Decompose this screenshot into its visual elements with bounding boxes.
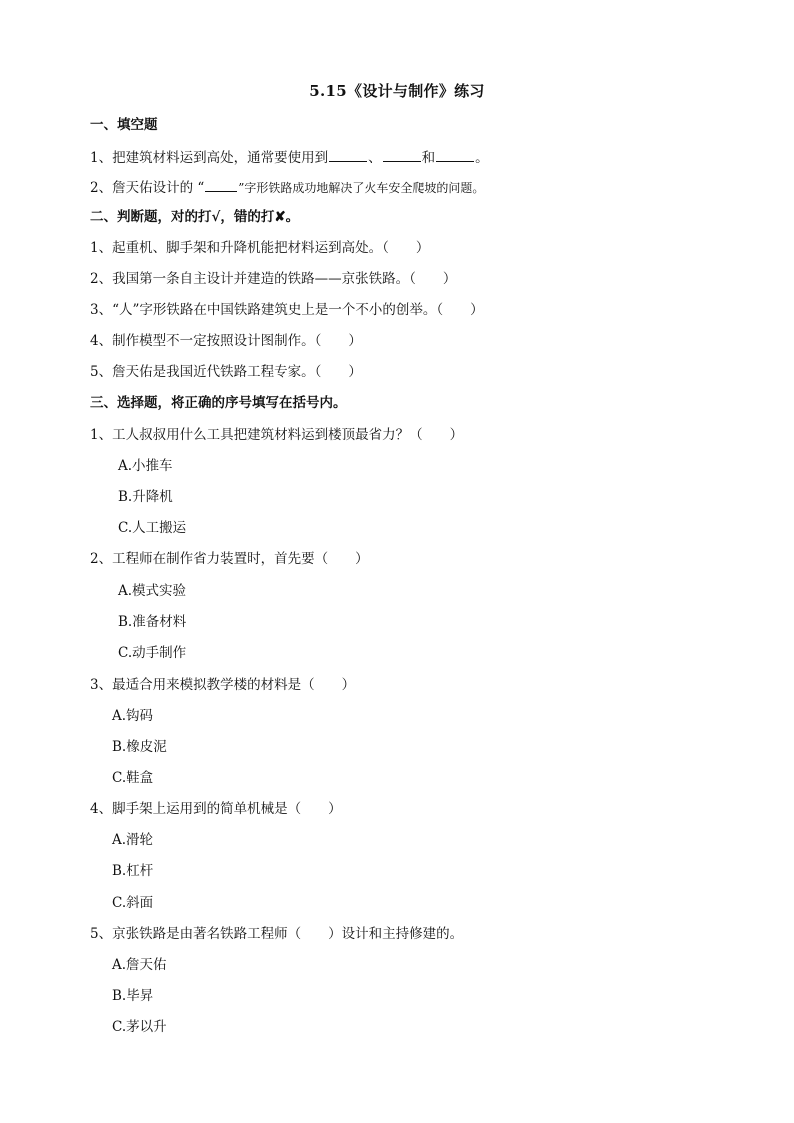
choice-option: C.人工搬运 xyxy=(118,520,187,536)
choice-option: C.斜面 xyxy=(112,895,154,911)
fill-question-1 xyxy=(90,147,489,167)
choice-question: 5、京张铁路是由著名铁路工程师（ ）设计和主持修建的。 xyxy=(90,926,464,942)
answer-blank-2[interactable] xyxy=(383,147,421,162)
choice-option: B.准备材料 xyxy=(118,614,187,630)
choice-question: 4、脚手架上运用到的简单机械是（ ） xyxy=(90,801,342,817)
choice-option: B.杠杆 xyxy=(112,863,154,879)
fill-question-2 xyxy=(90,177,484,197)
choice-option: C.茅以升 xyxy=(112,1019,167,1035)
choice-question: 2、工程师在制作省力装置时，首先要（ ） xyxy=(90,551,369,567)
choice-option: C.动手制作 xyxy=(118,645,187,661)
answer-blank-3[interactable] xyxy=(436,147,474,162)
choice-option: A.滑轮 xyxy=(112,832,154,848)
choice-option: B.橡皮泥 xyxy=(112,739,167,755)
answer-blank-4[interactable] xyxy=(205,177,237,192)
judge-item: 5、詹天佑是我国近代铁路工程专家。（ ） xyxy=(90,364,362,380)
fill-question-1-prefix: 1、把建筑材料运到高处，通常要使用到 xyxy=(90,150,329,166)
page-title: 5.15《设计与制作》练习 xyxy=(309,82,485,100)
judge-item: 1、起重机、脚手架和升降机能把材料运到高处。（ ） xyxy=(90,240,430,256)
choice-question: 1、工人叔叔用什么工具把建筑材料运到楼顶最省力？（ ） xyxy=(90,427,464,443)
choice-option: A.模式实验 xyxy=(118,583,187,599)
fill-question-1-sep1: 、 xyxy=(368,150,382,166)
choice-option: A.钩码 xyxy=(112,708,154,724)
choice-question: 3、最适合用来模拟教学楼的材料是（ ） xyxy=(90,677,356,693)
fill-question-2-suffix: ”字形铁路成功地解决了火车安全爬坡的问题。 xyxy=(238,181,485,195)
fill-question-1-suffix: 。 xyxy=(475,150,489,166)
choice-option: A.小推车 xyxy=(118,458,173,474)
section1-heading: 一、填空题 xyxy=(90,117,158,133)
answer-blank-1[interactable] xyxy=(329,147,367,162)
fill-question-1-sep2: 和 xyxy=(421,150,436,166)
choice-option: C.鞋盒 xyxy=(112,770,154,786)
choice-option: B.毕昇 xyxy=(112,988,154,1004)
judge-item: 4、制作模型不一定按照设计图制作。（ ） xyxy=(90,333,362,349)
section2-heading: 二、判断题，对的打√，错的打✘。 xyxy=(90,209,300,225)
choice-option: A.詹天佑 xyxy=(112,957,167,973)
judge-item: 3、“人”字形铁路在中国铁路建筑史上是一个不小的创举。（ ） xyxy=(90,302,484,318)
fill-question-2-prefix: 2、詹天佑设计的 “ xyxy=(90,180,205,196)
choice-option: B.升降机 xyxy=(118,489,173,505)
judge-item: 2、我国第一条自主设计并建造的铁路——京张铁路。（ ） xyxy=(90,271,457,287)
section3-heading: 三、选择题，将正确的序号填写在括号内。 xyxy=(90,395,347,411)
